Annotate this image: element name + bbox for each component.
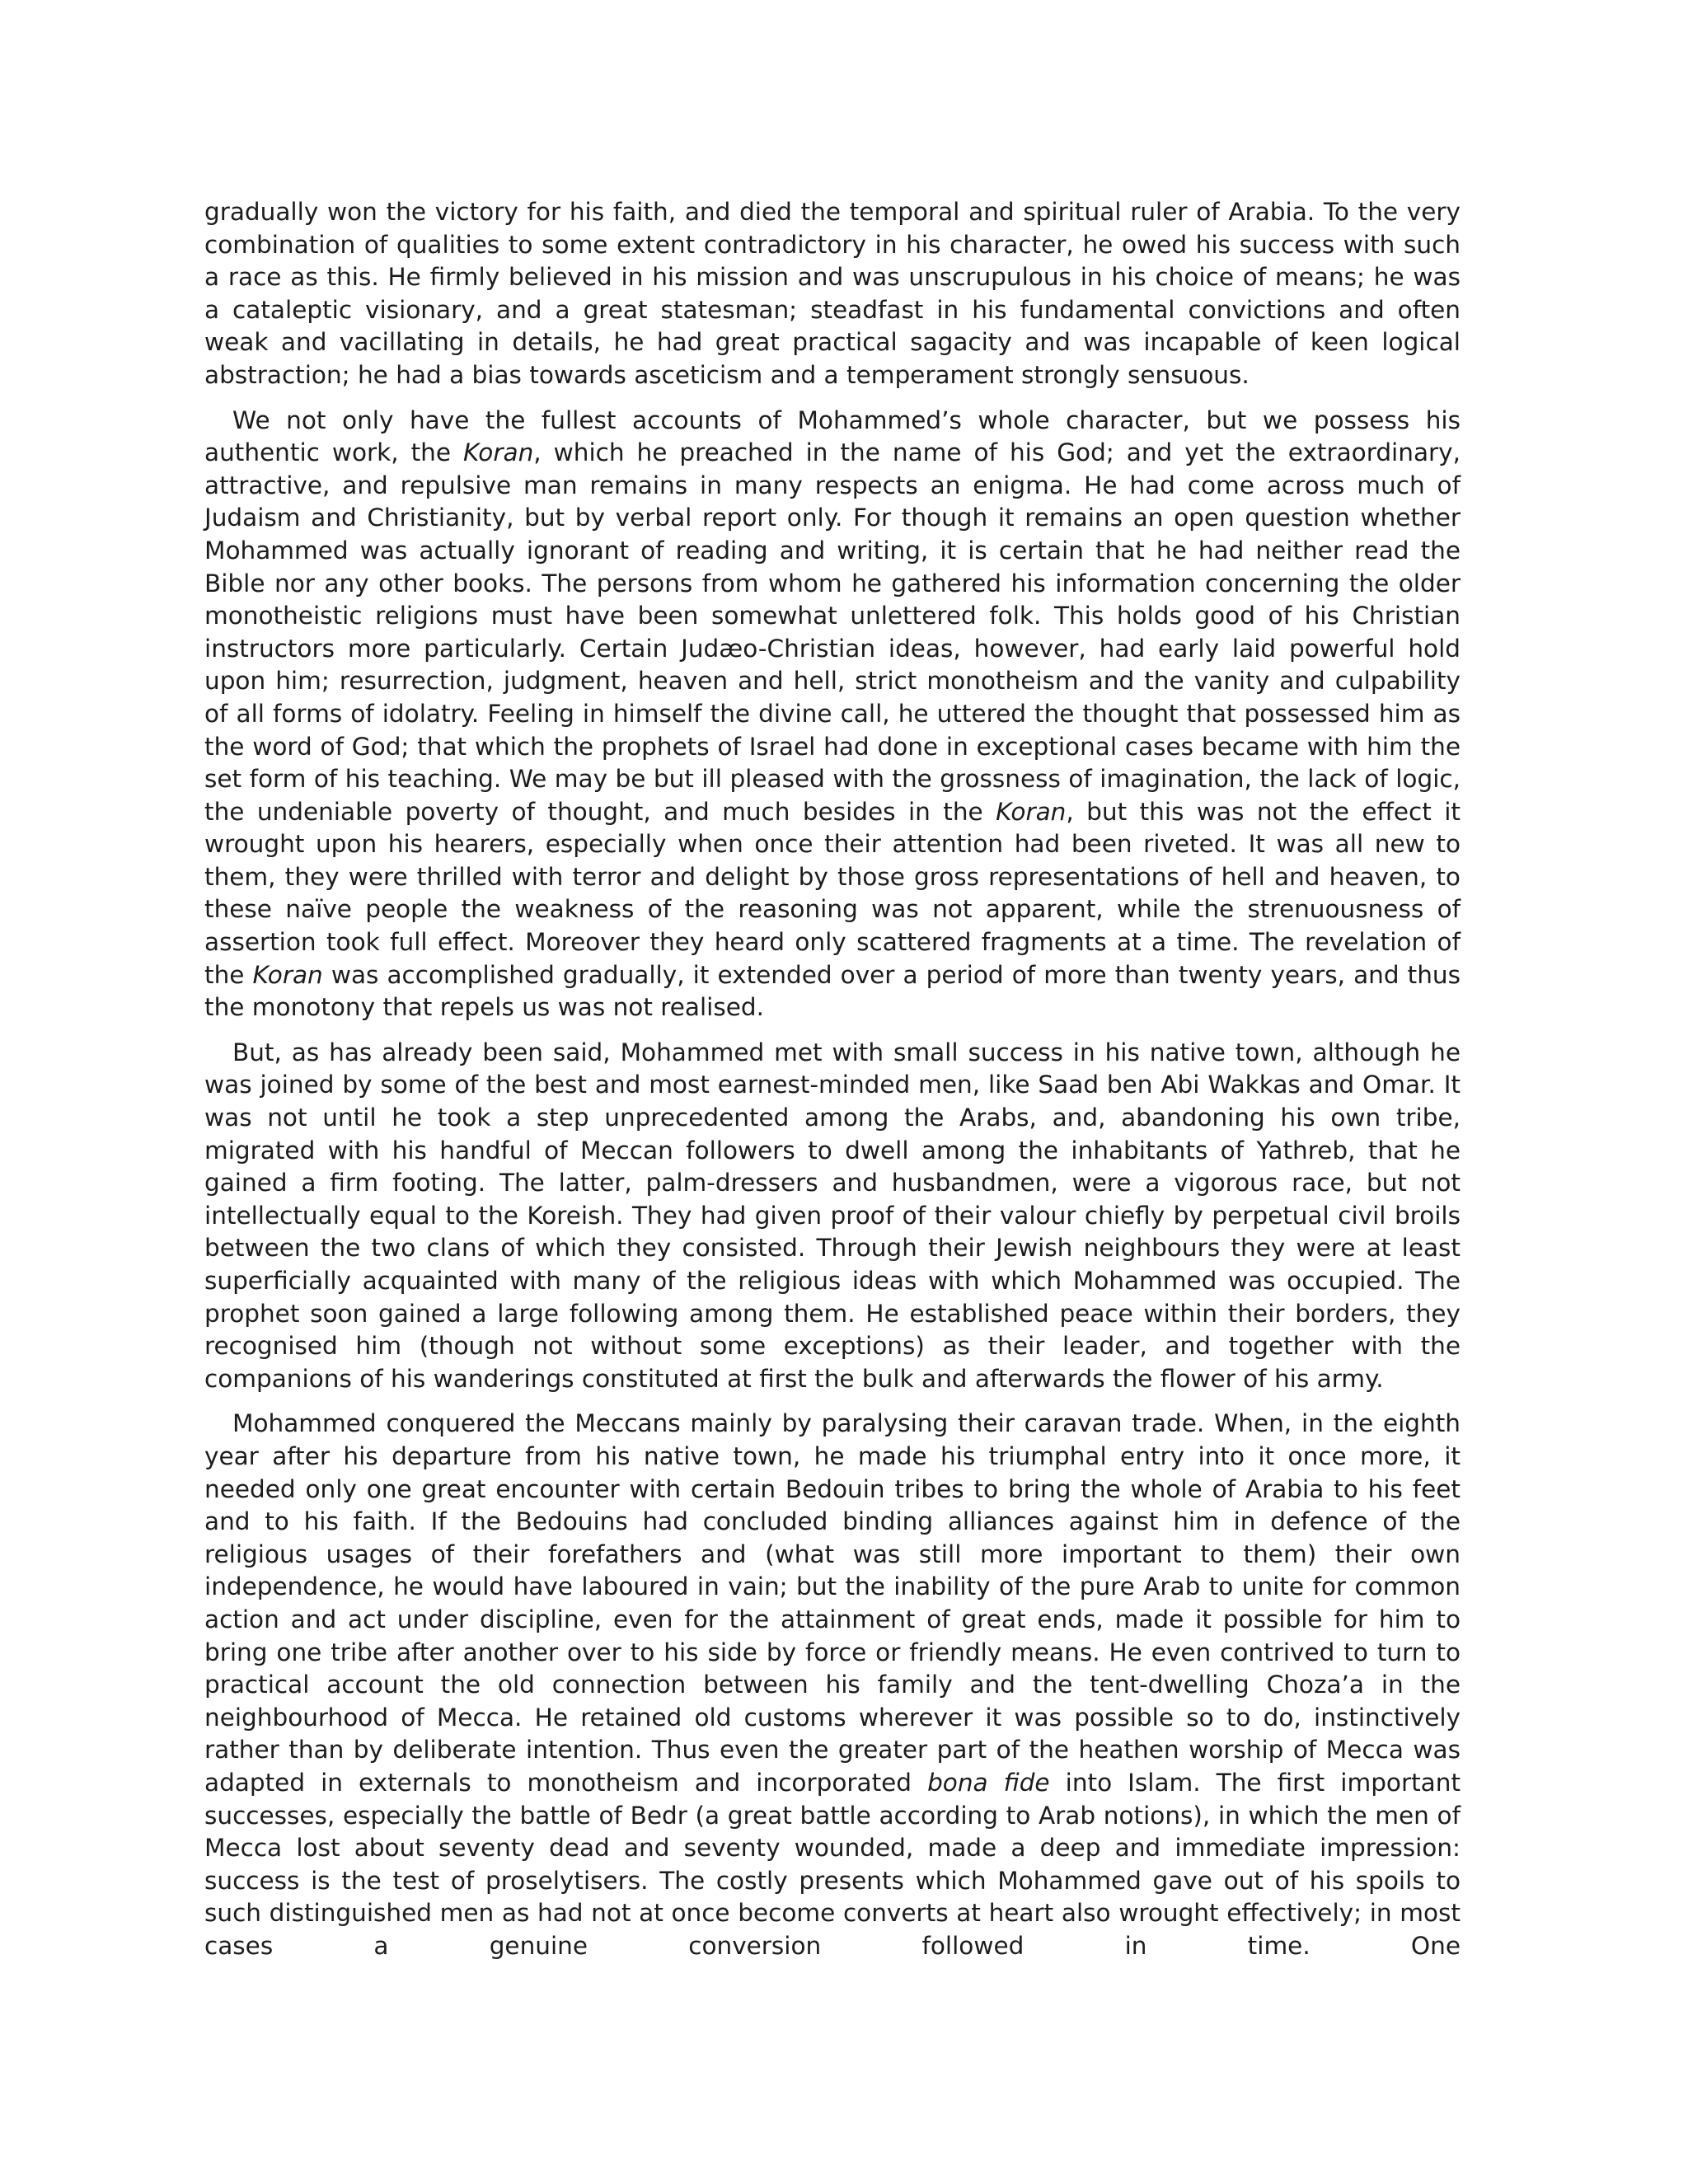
text-run: We not only have the fullest accounts of Mohammed’s whole character, but we possess his authentic work, the bbox=[204, 405, 1461, 467]
text-run: But, as has already been said, Mohammed met with small success in his native town, although he was joined by some of the best and most earnest-minded men, like Saad ben Abi Wakkas and Omar. It was not until he took a step unprecedented among the Arabs, and, abandoning his own tribe, migrated with his handful of Meccan followers to dwell among the inhabitants of Yathreb, that he gained a firm footing. The latter, palm-dressers and husbandmen, were a vigorous race, but not intellectually equal to the Koreish. They had given proof of their valour chiefly by perpetual civil broils between the two clans of which they consisted. Through their Jewish neighbours they were at least superficially acquainted with many of the religious ideas with which Mohammed was occupied. The prophet soon gained a large following among them. He established peace within their borders, they recognised him (though not without some exceptions) as their leader, and together with the companions of his wanderings constituted at first the bulk and afterwards the flower of his army. bbox=[204, 1038, 1461, 1393]
italic-text: bona fide bbox=[927, 1768, 1050, 1797]
italic-text: Koran bbox=[996, 797, 1067, 826]
paragraph bbox=[204, 1037, 1461, 1396]
paragraph bbox=[204, 196, 1461, 392]
text-run: into Islam. The first important successes, especially the battle of Bedr (a great battle according to Arab notions), in which the men of Mecca lost about seventy dead and seventy wounded, made a deep and immediate impression: success is the test of proselytisers. The costly presents which Mohammed gave out of his spoils to such distinguished men as had not at once become converts at heart also wrought effectively; in most cases a genuine conversion followed in time. One bbox=[204, 1768, 1461, 1960]
paragraph bbox=[204, 1408, 1461, 1962]
italic-text: Koran bbox=[252, 960, 323, 989]
book-page bbox=[204, 196, 1461, 1975]
text-run: , but this was not the effect it wrought upon his hearers, especially when once their attention had been riveted. It was all new to them, they were thrilled with terror and delight by those gross representations of hell and heaven, to these naïve people the weakness of the reasoning was not apparent, while the strenuousness of assertion took full effect. Moreover they heard only scattered fragments at a time. The revelation of the bbox=[204, 797, 1461, 989]
paragraph bbox=[204, 405, 1461, 1024]
text-run: , which he preached in the name of his God; and yet the extraordinary, attractive, and repulsive man remains in many respects an enigma. He had come across much of Judaism and Christianity, but by verbal report only. For though it remains an open question whether Mohammed was actually ignorant of reading and writing, it is certain that he had neither read the Bible nor any other books. The persons from whom he gathered his information concerning the older monotheistic religions must have been somewhat unlettered folk. This holds good of his Christian instructors more particularly. Certain Judæo-Christian ideas, however, had early laid powerful hold upon him; resurrection, judgment, heaven and hell, strict monotheism and the vanity and culpability of all forms of idolatry. Feeling in himself the divine call, he uttered the thought that possessed him as the word of God; that which the prophets of Israel had done in exceptional cases became with him the set form of his teaching. We may be but ill pleased with the grossness of imagination, the lack of logic, the undeniable poverty of thought, and much besides in the bbox=[204, 438, 1461, 826]
italic-text: Koran bbox=[463, 438, 534, 467]
text-run: gradually won the victory for his faith, and died the temporal and spiritual ruler of Arabia. To the very combination of qualities to some extent contradictory in his character, he owed his success with such a race as this. He firmly believed in his mission and was unscrupulous in his choice of means; he was a cataleptic visionary, and a great statesman; steadfast in his fundamental convictions and often weak and vacillating in details, he had great practical sagacity and was incapable of keen logical abstraction; he had a bias towards asceticism and a temperament strongly sensuous. bbox=[204, 198, 1461, 389]
text-run: Mohammed conquered the Meccans mainly by paralysing their caravan trade. When, in the eighth year after his departure from his native town, he made his triumphal entry into it once more, it needed only one great encounter with certain Bedouin tribes to bring the whole of Arabia to his feet and to his faith. If the Bedouins had concluded binding alliances against him in defence of the religious usages of their forefathers and (what was still more important to them) their own independence, he would have laboured in vain; but the inability of the pure Arab to unite for common action and act under discipline, even for the attainment of great ends, made it possible for him to bring one tribe after another over to his side by force or friendly means. He even contrived to turn to practical account the old connection between his family and the tent-dwelling Choza’a in the neighbourhood of Mecca. He retained old customs wherever it was possible so to do, instinctively rather than by deliberate intention. Thus even the greater part of the heathen worship of Mecca was adapted in externals to monotheism and incorporated bbox=[204, 1409, 1461, 1797]
text-run: was accomplished gradually, it extended over a period of more than twenty years, and thus the monotony that repels us was not realised. bbox=[204, 960, 1461, 1022]
